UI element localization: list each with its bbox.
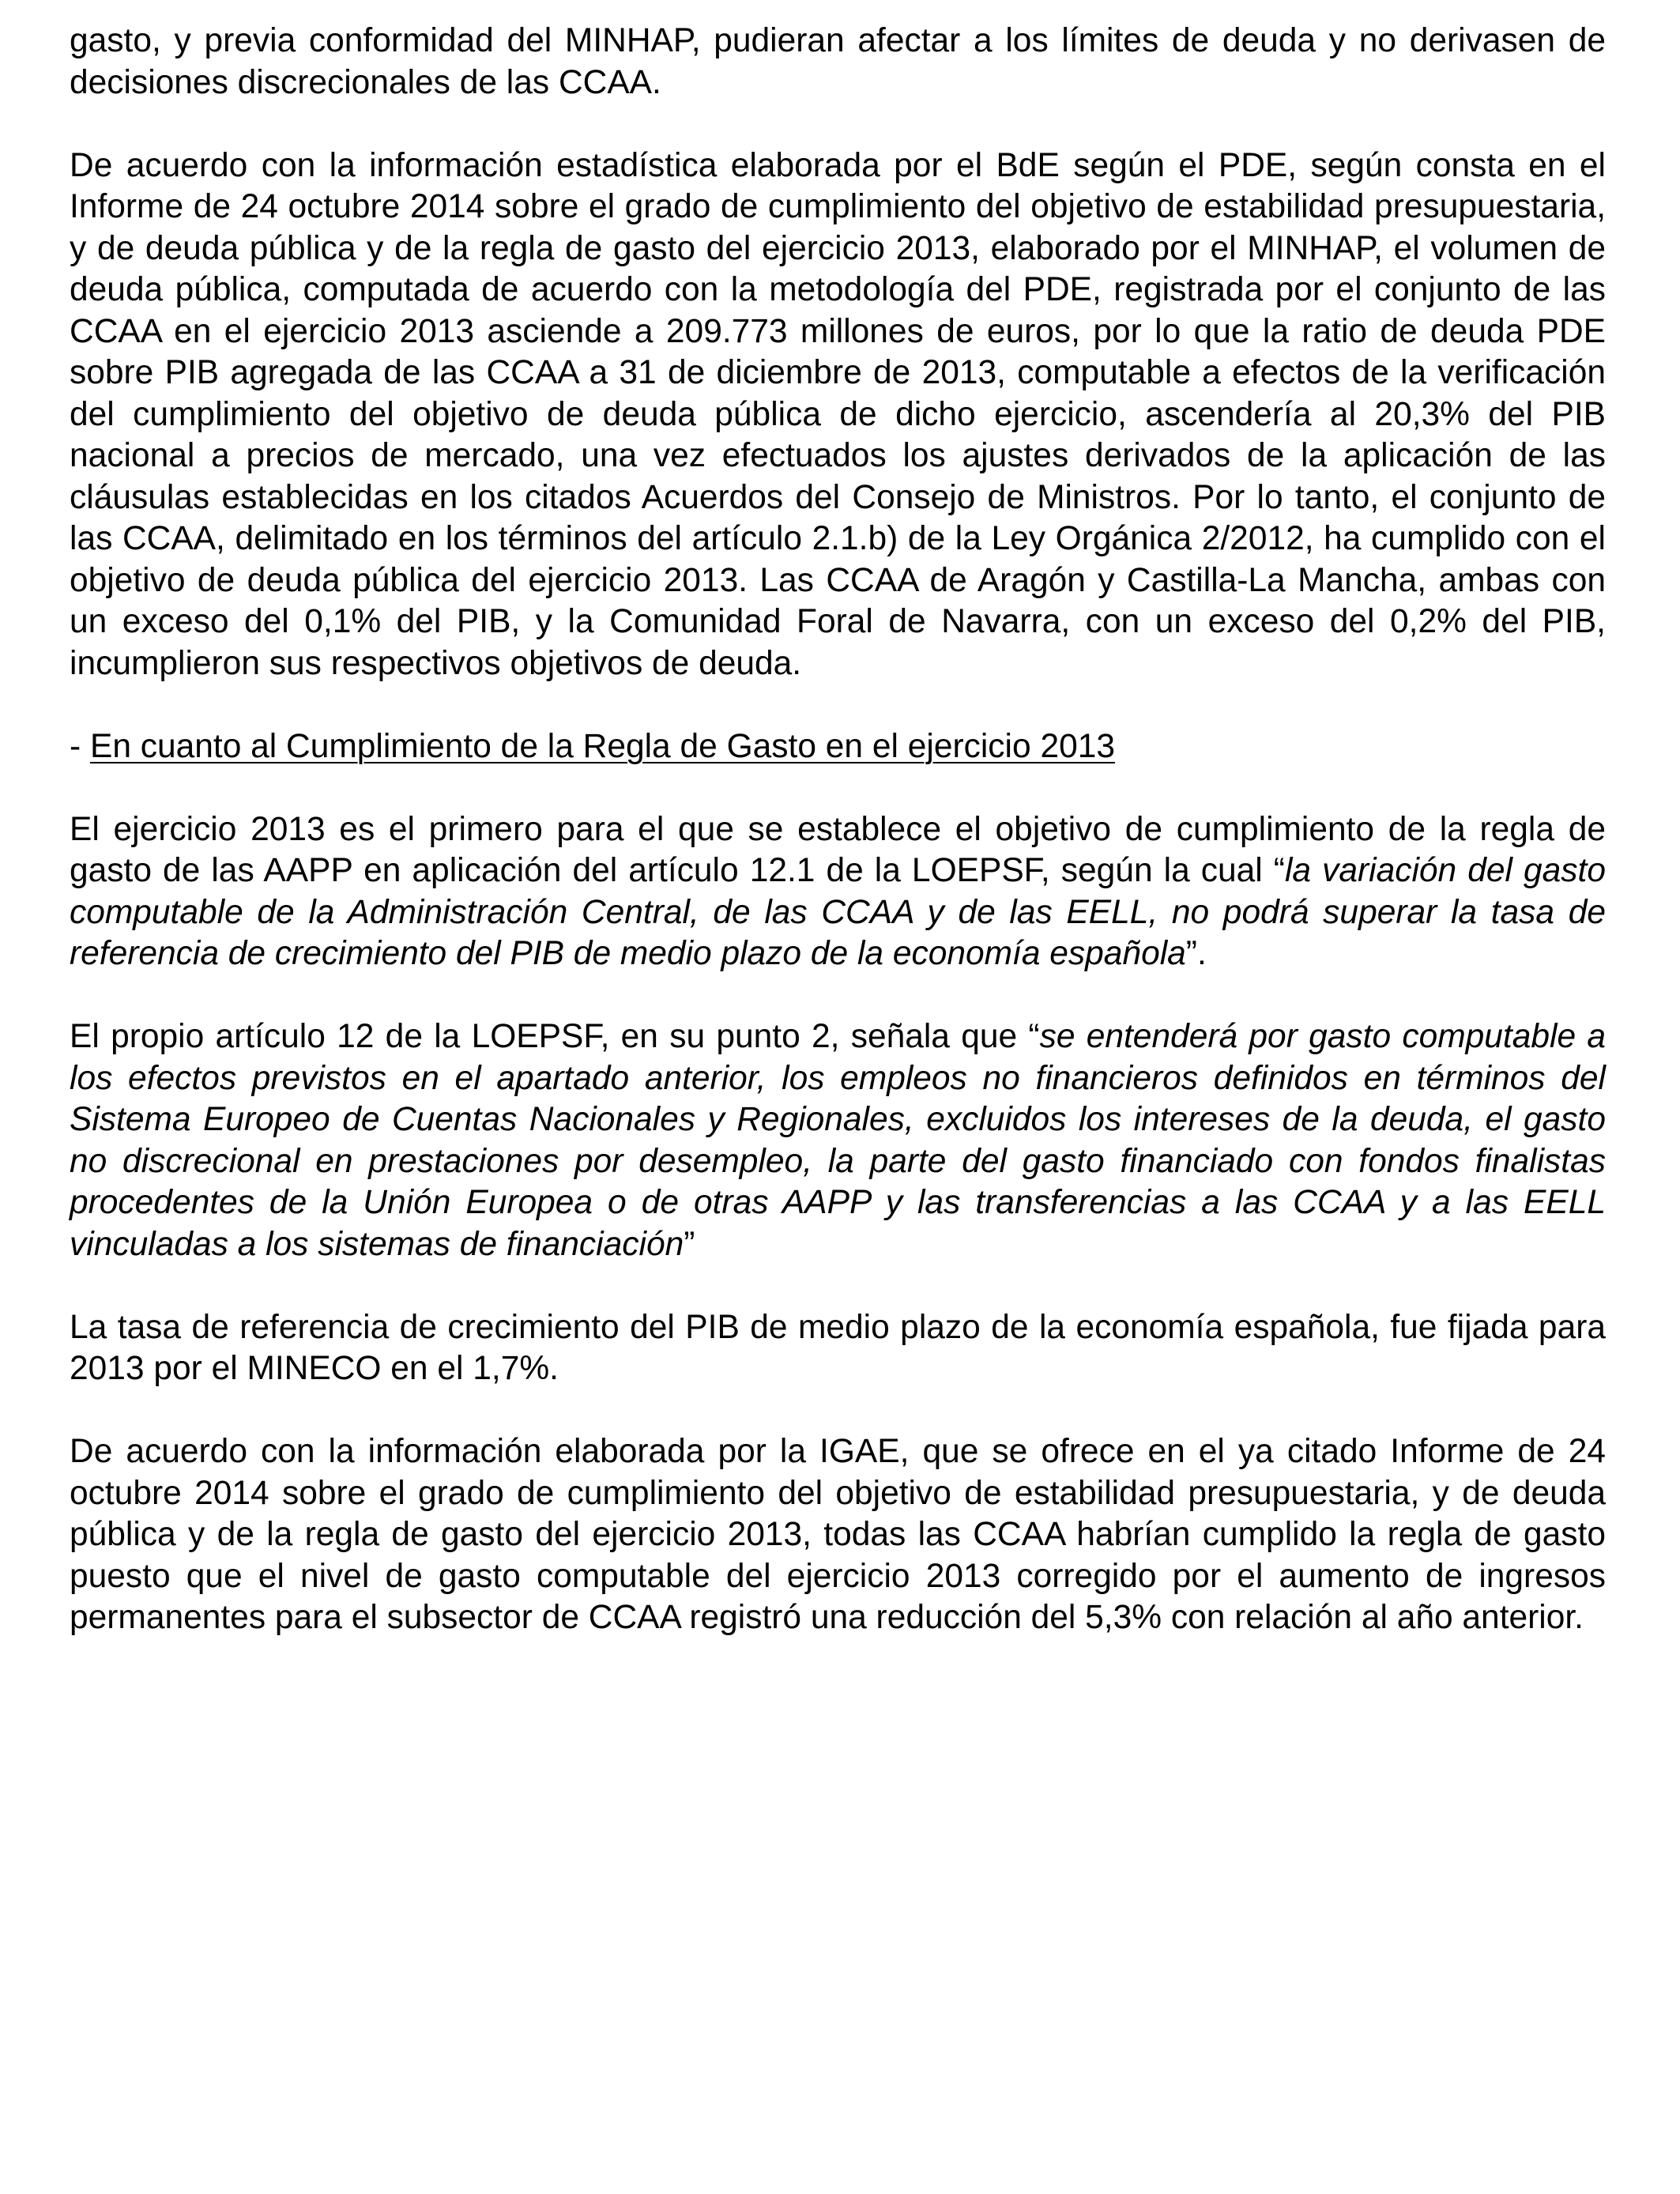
heading-prefix: - bbox=[70, 727, 90, 765]
paragraph-deuda-publica: De acuerdo con la información estadística elaborada por el BdE según el PDE, según consta en el Informe de 24 octubre 2014 sobre el grado de cumplimiento del objetivo de estabilidad presupuestaria, y de deuda pública y de la regla de gasto del ejercicio 2013, elaborado por el MINHAP, el volumen de deuda pública, computada de acuerdo con la metodología del PDE, registrada por el conjunto de las CCAA en el ejercicio 2013 asciende a 209.773 millones de euros, por lo que la ratio de deuda PDE sobre PIB agregada de las CCAA a 31 de diciembre de 2013, computable a efectos de la verificación del cumplimiento del objetivo de deuda pública de dicho ejercicio, ascendería al 20,3% del PIB nacional a precios de mercado, una vez efectuados los ajustes derivados de la aplicación de las cláusulas establecidas en los citados Acuerdos del Consejo de Ministros. Por lo tanto, el conjunto de las CCAA, delimitado en los términos del artículo 2.1.b) de la Ley Orgánica 2/2012, ha cumplido con el objetivo de deuda pública del ejercicio 2013. Las CCAA de Aragón y Castilla-La Mancha, ambas con un exceso del 0,1% del PIB, y la Comunidad Foral de Navarra, con un exceso del 0,2% del PIB, incumplieron sus respectivos objetivos de deuda. bbox=[70, 146, 1606, 682]
document-page bbox=[70, 21, 1606, 1639]
paragraph-gasto-computable bbox=[70, 1016, 1606, 1265]
section-heading-regla-gasto bbox=[70, 726, 1606, 768]
paragraph-igae: De acuerdo con la información elaborada por la IGAE, que se ofrece en el ya citado Informe de 24 octubre 2014 sobre el grado de cumplimiento del objetivo de estabilidad presupuestaria, y de deuda pública y de la regla de gasto del ejercicio 2013, todas las CCAA habrían cumplido la regla de gasto puesto que el nivel de gasto computable del ejercicio 2013 corregido por el aumento de ingresos permanentes para el subsector de CCAA registró una reducción del 5,3% con relación al año anterior. bbox=[70, 1433, 1606, 1636]
quote-articulo-12-1: la variación del gasto computable de la Administración Central, de las CCAA y de las EELL, no podrá superar la tasa de referencia de crecimiento del PIB de medio plazo de la economía española bbox=[70, 852, 1606, 972]
heading-text: En cuanto al Cumplimiento de la Regla de Gasto en el ejercicio 2013 bbox=[89, 727, 1115, 765]
quote-articulo-12-2: se entenderá por gasto computable a los efectos previstos en el apartado anterior, los empleos no financieros definidos en términos del Sistema Europeo de Cuentas Nacionales y Regionales, excluidos los intereses de la deuda, el gasto no discrecional en prestaciones por desempleo, la parte del gasto financiado con fondos finalistas procedentes de la Unión Europea o de otras AAPP y las transferencias a las CCAA y a las EELL vinculadas a los sistemas de financiación bbox=[70, 1018, 1606, 1263]
quote-close: ” bbox=[684, 1225, 695, 1263]
paragraph-deuda-continuation: gasto, y previa conformidad del MINHAP, pudieran afectar a los límites de deuda y no derivasen de decisiones discrecionales de las CCAA. bbox=[70, 22, 1606, 101]
paragraph-regla-gasto-intro-text: El ejercicio 2013 es el primero para el que se establece el objetivo de cumplimiento de la regla de gasto de las AAPP en aplicación del artículo 12.1 de la LOEPSF, según la cual “ bbox=[70, 810, 1606, 889]
paragraph-gasto-computable-text: El propio artículo 12 de la LOEPSF, en su punto 2, señala que “ bbox=[70, 1018, 1040, 1055]
paragraph-regla-gasto-intro bbox=[70, 809, 1606, 975]
quote-close: ”. bbox=[1185, 935, 1207, 972]
paragraph-tasa-referencia: La tasa de referencia de crecimiento del PIB de medio plazo de la economía española, fue fijada para 2013 por el MINECO en el 1,7%. bbox=[70, 1308, 1606, 1387]
